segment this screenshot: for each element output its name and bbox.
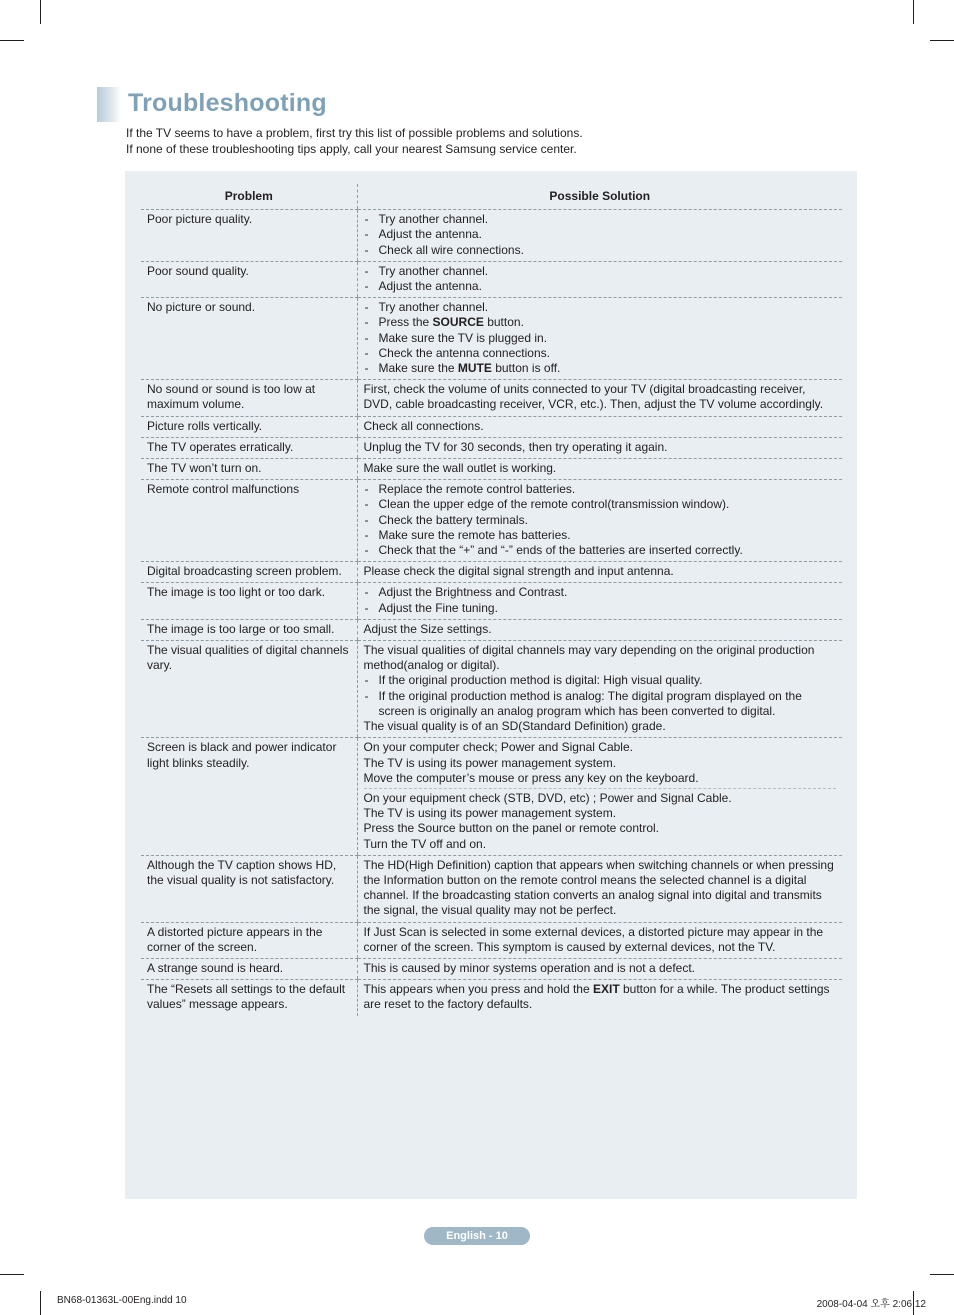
- crop-mark: [0, 1274, 24, 1275]
- solution-item: - If the original production method is digital: High visual quality.: [364, 673, 837, 688]
- title-accent-bar: [97, 87, 121, 122]
- solution-text: The visual quality is of an SD(Standard Definition) grade.: [363, 719, 666, 734]
- crop-mark: [930, 40, 954, 41]
- mute-button-label: MUTE: [457, 361, 492, 376]
- problem-cell: A strange sound is heard.: [141, 958, 357, 979]
- problem-cell: Screen is black and power indicator light blinks steadily.: [141, 738, 357, 855]
- solution-line: Press the Source button on the panel or remote control.: [363, 821, 660, 836]
- solution-item: - Make sure the TV is plugged in.: [364, 331, 837, 346]
- table-row: [141, 980, 842, 1016]
- solution-cell: The HD(High Definition) caption that appears when switching channels or when pressing the Information button on the remote control means the selected channel is a digital channel. If the broadcasting station converts an analog signal into digital and transmits the signal, the visual quality may not be perfect.: [357, 855, 842, 922]
- column-header-problem: Problem: [141, 184, 357, 210]
- intro-text: [126, 126, 583, 157]
- solution-item: - Try another channel.: [364, 300, 837, 315]
- solution-item: - Check all wire connections.: [364, 243, 837, 258]
- solution-item: - Check the battery terminals.: [364, 513, 837, 528]
- solution-item: [364, 315, 837, 330]
- solution-line: On your computer check; Power and Signal Cable.: [363, 740, 633, 755]
- solution-text: Make sure the: [378, 361, 458, 376]
- solution-line: The TV is using its power management system.: [363, 755, 617, 770]
- solution-text: button for a while. The product settings are reset to the factory defaults.: [363, 982, 830, 1012]
- problem-cell: The image is too light or too dark.: [141, 583, 357, 619]
- problem-cell: No sound or sound is too low at maximum volume.: [141, 380, 357, 416]
- solution-text: button.: [483, 315, 524, 330]
- table-row: [141, 641, 842, 738]
- solution-item: - Adjust the Brightness and Contrast.: [364, 585, 837, 600]
- solution-text: The visual qualities of digital channels may vary depending on the original production method(analog or digital).: [363, 643, 815, 673]
- table-row: [141, 298, 842, 380]
- column-header-solution: Possible Solution: [357, 184, 842, 210]
- table-row: [141, 210, 842, 262]
- page-number-badge: English - 10: [424, 1227, 530, 1245]
- solution-cell: Make sure the wall outlet is working.: [357, 459, 842, 480]
- solution-cell: Check all connections.: [357, 416, 842, 437]
- solution-cell: [357, 480, 842, 562]
- solution-text: button is off.: [491, 361, 561, 376]
- problem-cell: No picture or sound.: [141, 298, 357, 380]
- solution-cell: [357, 738, 842, 855]
- solution-part: [364, 788, 837, 852]
- print-slug-file: BN68-01363L-00Eng.indd 10: [57, 1295, 187, 1306]
- solution-cell: Unplug the TV for 30 seconds, then try operating it again.: [357, 437, 842, 458]
- solution-cell: [357, 210, 842, 262]
- table-row: [141, 380, 842, 416]
- crop-mark: [930, 1274, 954, 1275]
- solution-item: - If the original production method is analog: The digital program displayed on the screen is originally an analog program which has been converted to digital.: [364, 689, 837, 719]
- solution-item: - Adjust the antenna.: [364, 279, 837, 294]
- page-title: Troubleshooting: [128, 89, 327, 117]
- table-row: [141, 261, 842, 297]
- crop-mark: [40, 1291, 41, 1315]
- solution-cell: [357, 261, 842, 297]
- solution-item: - Replace the remote control batteries.: [364, 482, 837, 497]
- solution-line: The TV is using its power management system.: [363, 806, 617, 821]
- intro-line: If the TV seems to have a problem, first try this list of possible problems and solutions.: [126, 126, 583, 140]
- solution-line: Turn the TV off and on.: [363, 836, 487, 851]
- problem-cell: The TV won’t turn on.: [141, 459, 357, 480]
- solution-item: - Make sure the remote has batteries.: [364, 528, 837, 543]
- solution-item: - Clean the upper edge of the remote control(transmission window).: [364, 497, 837, 512]
- problem-cell: The “Resets all settings to the default values” message appears.: [147, 982, 346, 1012]
- problem-cell: Picture rolls vertically.: [141, 416, 357, 437]
- intro-line: If none of these troubleshooting tips apply, call your nearest Samsung service center.: [126, 141, 577, 156]
- solution-item: - Adjust the Fine tuning.: [364, 601, 837, 616]
- solution-line: On your equipment check (STB, DVD, etc) ; Power and Signal Cable.: [363, 790, 732, 805]
- problem-cell: Remote control malfunctions: [141, 480, 357, 562]
- table-row: [141, 437, 842, 458]
- problem-cell: A distorted picture appears in the corner of the screen.: [141, 922, 357, 958]
- crop-mark: [40, 0, 41, 24]
- solution-line: Move the computer’s mouse or press any key on the keyboard.: [363, 770, 699, 785]
- solution-item: - Check that the “+” and “-” ends of the batteries are inserted correctly.: [364, 543, 837, 558]
- table-row: [141, 480, 842, 562]
- solution-cell: If Just Scan is selected in some external devices, a distorted picture may appear in the corner of the screen. This symptom is caused by external devices, not the TV.: [357, 922, 842, 958]
- solution-part: [364, 740, 837, 786]
- solution-item: - Adjust the antenna.: [364, 227, 837, 242]
- problem-cell: The TV operates erratically.: [141, 437, 357, 458]
- table-row: [141, 459, 842, 480]
- solution-cell: Adjust the Size settings.: [357, 619, 842, 640]
- problem-cell: Although the TV caption shows HD, the visual quality is not satisfactory.: [141, 855, 357, 922]
- problem-cell: The visual qualities of digital channels vary.: [141, 641, 357, 738]
- table-row: [141, 738, 842, 855]
- table-row: [141, 619, 842, 640]
- solution-cell: This is caused by minor systems operation and is not a defect.: [357, 958, 842, 979]
- solution-cell: Please check the digital signal strength and input antenna.: [357, 562, 842, 583]
- problem-cell: Poor sound quality.: [141, 261, 357, 297]
- solution-item: - Check the antenna connections.: [364, 346, 837, 361]
- table-row: [141, 416, 842, 437]
- exit-button-label: EXIT: [592, 982, 620, 997]
- table-row: [141, 855, 842, 922]
- problem-cell: Poor picture quality.: [141, 210, 357, 262]
- table-row: [141, 583, 842, 619]
- crop-mark: [0, 40, 24, 41]
- table-row: [141, 958, 842, 979]
- table-row: [141, 922, 842, 958]
- problem-cell: The image is too large or too small.: [141, 619, 357, 640]
- solution-text: Press the: [378, 315, 433, 330]
- print-slug-date: 2008-04-04 오후 2:06:12: [816, 1299, 926, 1310]
- solution-cell: [357, 641, 842, 738]
- source-button-label: SOURCE: [432, 315, 484, 330]
- table-row: [141, 562, 842, 583]
- solution-item: [364, 361, 837, 376]
- solution-cell: [357, 298, 842, 380]
- solution-text: This appears when you press and hold the: [363, 982, 593, 997]
- problem-cell: Digital broadcasting screen problem.: [141, 562, 357, 583]
- crop-mark: [913, 0, 914, 24]
- solution-item: - Try another channel.: [364, 212, 837, 227]
- solution-item: - Try another channel.: [364, 264, 837, 279]
- solution-cell: [357, 583, 842, 619]
- table-header-row: [141, 184, 842, 210]
- solution-cell: [357, 980, 842, 1016]
- troubleshooting-table: [141, 184, 842, 1016]
- solution-cell: First, check the volume of units connected to your TV (digital broadcasting receiver, DVD, cable broadcasting receiver, VCR, etc.). Then, adjust the TV volume accordingly.: [357, 380, 842, 416]
